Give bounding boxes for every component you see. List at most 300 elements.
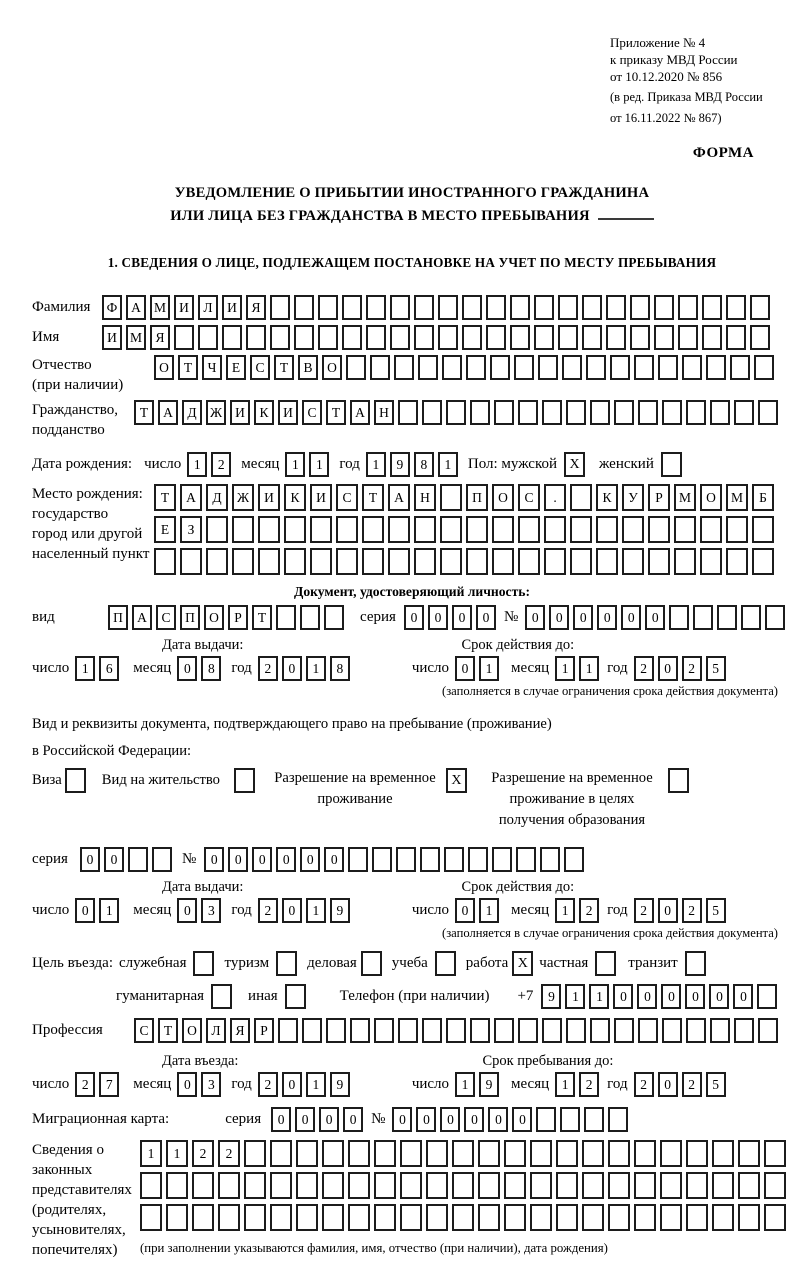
char-cell[interactable]: 0 [658,898,678,923]
char-cell[interactable] [662,400,682,425]
char-cell[interactable]: С [156,605,176,630]
char-cell[interactable]: 1 [455,1072,475,1097]
purpose-business-checkbox[interactable] [361,951,382,976]
char-cell[interactable]: 0 [177,898,197,923]
char-cell[interactable]: 0 [488,1107,508,1132]
char-cell[interactable] [556,1204,578,1231]
char-cell[interactable] [174,325,194,350]
sex-male-checkbox[interactable]: X [564,452,585,477]
char-cell[interactable]: Д [182,400,202,425]
option-residence-permit-checkbox[interactable] [234,768,255,793]
char-cell[interactable] [296,1204,318,1231]
char-cell[interactable]: О [204,605,224,630]
char-cell[interactable] [586,355,606,380]
char-cell[interactable]: Т [252,605,272,630]
char-cell[interactable] [492,847,512,872]
char-cell[interactable] [596,548,618,575]
char-cell[interactable] [180,548,202,575]
char-cell[interactable] [757,984,777,1009]
char-cell[interactable]: Т [326,400,346,425]
char-cell[interactable]: 1 [99,898,119,923]
char-cell[interactable] [370,355,390,380]
char-cell[interactable] [674,548,696,575]
char-cell[interactable]: Я [246,295,266,320]
char-cell[interactable]: 0 [549,605,569,630]
char-cell[interactable] [686,1204,708,1231]
purpose-study-checkbox[interactable] [435,951,456,976]
char-cell[interactable] [222,325,242,350]
char-cell[interactable]: А [158,400,178,425]
char-cell[interactable] [558,295,578,320]
char-cell[interactable] [446,1018,466,1043]
char-cell[interactable] [686,1018,706,1043]
char-cell[interactable] [654,325,674,350]
char-cell[interactable]: Н [374,400,394,425]
char-cell[interactable]: Н [414,484,436,511]
char-cell[interactable] [630,325,650,350]
char-cell[interactable] [710,1018,730,1043]
char-cell[interactable] [446,400,466,425]
char-cell[interactable]: А [350,400,370,425]
char-cell[interactable] [734,1018,754,1043]
char-cell[interactable] [462,325,482,350]
char-cell[interactable] [466,548,488,575]
purpose-private-checkbox[interactable] [595,951,616,976]
char-cell[interactable] [326,1018,346,1043]
char-cell[interactable]: 0 [228,847,248,872]
char-cell[interactable]: 0 [452,605,472,630]
char-cell[interactable] [232,548,254,575]
char-cell[interactable] [300,605,320,630]
char-cell[interactable] [570,548,592,575]
char-cell[interactable] [764,1204,786,1231]
char-cell[interactable]: И [278,400,298,425]
char-cell[interactable] [166,1172,188,1199]
char-cell[interactable] [634,1172,656,1199]
char-cell[interactable]: 0 [658,656,678,681]
char-cell[interactable] [388,516,410,543]
char-cell[interactable] [702,295,722,320]
char-cell[interactable] [444,847,464,872]
char-cell[interactable]: Я [230,1018,250,1043]
char-cell[interactable]: 0 [177,1072,197,1097]
char-cell[interactable]: 1 [187,452,207,477]
char-cell[interactable] [726,325,746,350]
purpose-humanitarian-checkbox[interactable] [211,984,232,1009]
char-cell[interactable]: З [180,516,202,543]
char-cell[interactable] [530,1172,552,1199]
char-cell[interactable]: М [150,295,170,320]
char-cell[interactable]: В [298,355,318,380]
option-visa-checkbox[interactable] [65,768,86,793]
char-cell[interactable] [232,516,254,543]
char-cell[interactable]: П [108,605,128,630]
char-cell[interactable]: О [700,484,722,511]
char-cell[interactable] [322,1172,344,1199]
char-cell[interactable] [374,1204,396,1231]
char-cell[interactable]: 1 [579,656,599,681]
char-cell[interactable]: 2 [634,1072,654,1097]
char-cell[interactable]: П [466,484,488,511]
char-cell[interactable] [730,355,750,380]
char-cell[interactable]: Я [150,325,170,350]
char-cell[interactable]: И [258,484,280,511]
char-cell[interactable] [516,847,536,872]
char-cell[interactable] [686,1172,708,1199]
char-cell[interactable] [560,1107,580,1132]
char-cell[interactable]: 8 [330,656,350,681]
char-cell[interactable]: 0 [428,605,448,630]
char-cell[interactable] [582,1204,604,1231]
char-cell[interactable] [420,847,440,872]
char-cell[interactable] [140,1172,162,1199]
char-cell[interactable]: 0 [733,984,753,1009]
char-cell[interactable] [414,295,434,320]
char-cell[interactable] [710,400,730,425]
char-cell[interactable] [206,548,228,575]
char-cell[interactable] [366,295,386,320]
char-cell[interactable]: 2 [211,452,231,477]
char-cell[interactable]: Т [362,484,384,511]
char-cell[interactable]: 2 [682,898,702,923]
char-cell[interactable] [478,1204,500,1231]
char-cell[interactable] [669,605,689,630]
char-cell[interactable] [294,325,314,350]
char-cell[interactable]: 0 [416,1107,436,1132]
char-cell[interactable]: К [284,484,306,511]
char-cell[interactable]: 0 [252,847,272,872]
char-cell[interactable]: 0 [476,605,496,630]
char-cell[interactable] [198,325,218,350]
char-cell[interactable]: К [254,400,274,425]
char-cell[interactable] [244,1204,266,1231]
char-cell[interactable]: Ж [232,484,254,511]
char-cell[interactable] [270,1172,292,1199]
char-cell[interactable]: 5 [706,898,726,923]
char-cell[interactable] [542,400,562,425]
char-cell[interactable] [294,295,314,320]
char-cell[interactable] [564,847,584,872]
char-cell[interactable]: 0 [282,656,302,681]
char-cell[interactable] [336,516,358,543]
char-cell[interactable]: 0 [300,847,320,872]
char-cell[interactable] [490,355,510,380]
char-cell[interactable]: 0 [621,605,641,630]
char-cell[interactable] [362,516,384,543]
char-cell[interactable]: О [154,355,174,380]
char-cell[interactable] [284,516,306,543]
char-cell[interactable] [350,1018,370,1043]
char-cell[interactable] [682,355,702,380]
char-cell[interactable] [322,1204,344,1231]
char-cell[interactable] [674,516,696,543]
char-cell[interactable]: 1 [285,452,305,477]
char-cell[interactable] [638,1018,658,1043]
char-cell[interactable] [374,1172,396,1199]
char-cell[interactable] [518,400,538,425]
char-cell[interactable] [741,605,761,630]
char-cell[interactable] [438,295,458,320]
char-cell[interactable]: 1 [75,656,95,681]
char-cell[interactable] [462,295,482,320]
char-cell[interactable]: Р [228,605,248,630]
char-cell[interactable] [758,400,778,425]
char-cell[interactable]: М [726,484,748,511]
char-cell[interactable]: 1 [589,984,609,1009]
char-cell[interactable] [452,1204,474,1231]
char-cell[interactable] [544,548,566,575]
char-cell[interactable]: 2 [682,1072,702,1097]
char-cell[interactable]: 1 [438,452,458,477]
char-cell[interactable] [390,325,410,350]
char-cell[interactable]: 0 [645,605,665,630]
char-cell[interactable] [426,1204,448,1231]
char-cell[interactable]: 1 [555,1072,575,1097]
char-cell[interactable]: А [388,484,410,511]
char-cell[interactable] [510,295,530,320]
char-cell[interactable] [614,1018,634,1043]
char-cell[interactable] [660,1204,682,1231]
char-cell[interactable] [362,548,384,575]
char-cell[interactable]: 7 [99,1072,119,1097]
char-cell[interactable] [622,516,644,543]
char-cell[interactable] [418,355,438,380]
char-cell[interactable]: С [336,484,358,511]
char-cell[interactable] [152,847,172,872]
char-cell[interactable] [278,1018,298,1043]
char-cell[interactable] [584,1107,604,1132]
char-cell[interactable] [765,605,785,630]
char-cell[interactable] [398,1018,418,1043]
char-cell[interactable] [582,295,602,320]
char-cell[interactable]: 1 [479,898,499,923]
char-cell[interactable] [514,355,534,380]
char-cell[interactable] [394,355,414,380]
char-cell[interactable]: 0 [177,656,197,681]
char-cell[interactable] [634,1204,656,1231]
char-cell[interactable]: 1 [306,898,326,923]
char-cell[interactable] [414,548,436,575]
char-cell[interactable]: Т [154,484,176,511]
char-cell[interactable] [342,295,362,320]
char-cell[interactable] [270,295,290,320]
char-cell[interactable]: 0 [573,605,593,630]
char-cell[interactable]: 0 [661,984,681,1009]
char-cell[interactable] [706,355,726,380]
char-cell[interactable] [440,516,462,543]
char-cell[interactable]: 0 [637,984,657,1009]
char-cell[interactable] [372,847,392,872]
char-cell[interactable]: 6 [99,656,119,681]
char-cell[interactable] [342,325,362,350]
char-cell[interactable] [414,516,436,543]
char-cell[interactable] [470,1018,490,1043]
char-cell[interactable] [712,1172,734,1199]
char-cell[interactable]: Л [198,295,218,320]
char-cell[interactable] [486,295,506,320]
char-cell[interactable] [582,1172,604,1199]
char-cell[interactable]: 1 [555,656,575,681]
char-cell[interactable] [678,325,698,350]
char-cell[interactable] [540,847,560,872]
char-cell[interactable]: Т [274,355,294,380]
char-cell[interactable] [366,325,386,350]
char-cell[interactable]: 2 [634,656,654,681]
char-cell[interactable]: О [182,1018,202,1043]
char-cell[interactable]: 2 [218,1140,240,1167]
char-cell[interactable]: 0 [512,1107,532,1132]
char-cell[interactable] [648,548,670,575]
char-cell[interactable] [400,1172,422,1199]
char-cell[interactable]: 0 [440,1107,460,1132]
char-cell[interactable] [466,516,488,543]
char-cell[interactable]: 9 [541,984,561,1009]
char-cell[interactable]: 0 [455,656,475,681]
char-cell[interactable]: 0 [525,605,545,630]
char-cell[interactable] [258,548,280,575]
char-cell[interactable]: Ф [102,295,122,320]
char-cell[interactable]: 1 [366,452,386,477]
char-cell[interactable] [390,295,410,320]
char-cell[interactable]: О [492,484,514,511]
char-cell[interactable] [752,548,774,575]
char-cell[interactable] [726,548,748,575]
char-cell[interactable]: 0 [343,1107,363,1132]
char-cell[interactable]: 2 [192,1140,214,1167]
char-cell[interactable] [374,1018,394,1043]
char-cell[interactable] [608,1107,628,1132]
char-cell[interactable] [566,400,586,425]
char-cell[interactable] [662,1018,682,1043]
char-cell[interactable] [544,516,566,543]
char-cell[interactable]: М [126,325,146,350]
char-cell[interactable] [712,1204,734,1231]
char-cell[interactable] [276,605,296,630]
char-cell[interactable] [764,1172,786,1199]
char-cell[interactable]: 1 [306,1072,326,1097]
char-cell[interactable]: 1 [309,452,329,477]
char-cell[interactable] [388,548,410,575]
char-cell[interactable] [660,1172,682,1199]
char-cell[interactable] [258,516,280,543]
char-cell[interactable] [318,295,338,320]
char-cell[interactable]: 2 [634,898,654,923]
char-cell[interactable] [686,400,706,425]
char-cell[interactable] [754,355,774,380]
char-cell[interactable] [442,355,462,380]
purpose-tourism-checkbox[interactable] [276,951,297,976]
char-cell[interactable] [570,516,592,543]
char-cell[interactable]: 0 [204,847,224,872]
char-cell[interactable]: С [518,484,540,511]
char-cell[interactable]: 0 [658,1072,678,1097]
char-cell[interactable]: Е [226,355,246,380]
char-cell[interactable]: И [102,325,122,350]
char-cell[interactable]: 0 [613,984,633,1009]
char-cell[interactable]: А [126,295,146,320]
char-cell[interactable]: И [230,400,250,425]
char-cell[interactable] [494,1018,514,1043]
char-cell[interactable] [440,484,462,511]
char-cell[interactable]: 0 [276,847,296,872]
char-cell[interactable] [422,1018,442,1043]
char-cell[interactable]: М [674,484,696,511]
purpose-official-checkbox[interactable] [193,951,214,976]
char-cell[interactable] [700,516,722,543]
char-cell[interactable]: 0 [75,898,95,923]
char-cell[interactable] [752,516,774,543]
char-cell[interactable] [678,295,698,320]
char-cell[interactable]: С [134,1018,154,1043]
char-cell[interactable] [318,325,338,350]
char-cell[interactable]: 2 [258,898,278,923]
char-cell[interactable] [726,516,748,543]
char-cell[interactable] [562,355,582,380]
char-cell[interactable] [346,355,366,380]
char-cell[interactable] [310,516,332,543]
char-cell[interactable] [608,1204,630,1231]
char-cell[interactable]: 0 [282,898,302,923]
char-cell[interactable] [596,516,618,543]
char-cell[interactable] [738,1204,760,1231]
char-cell[interactable] [658,355,678,380]
char-cell[interactable] [504,1204,526,1231]
char-cell[interactable]: . [544,484,566,511]
char-cell[interactable] [348,1172,370,1199]
char-cell[interactable]: 0 [282,1072,302,1097]
char-cell[interactable]: С [250,355,270,380]
char-cell[interactable]: И [310,484,332,511]
char-cell[interactable]: И [174,295,194,320]
char-cell[interactable]: 0 [319,1107,339,1132]
char-cell[interactable] [566,1018,586,1043]
char-cell[interactable] [468,847,488,872]
char-cell[interactable]: 0 [404,605,424,630]
char-cell[interactable] [582,325,602,350]
char-cell[interactable] [558,325,578,350]
char-cell[interactable] [348,1204,370,1231]
char-cell[interactable] [492,548,514,575]
char-cell[interactable] [608,1172,630,1199]
char-cell[interactable] [750,325,770,350]
char-cell[interactable] [438,325,458,350]
char-cell[interactable] [348,847,368,872]
char-cell[interactable] [638,400,658,425]
char-cell[interactable] [270,325,290,350]
char-cell[interactable]: Т [134,400,154,425]
char-cell[interactable]: 2 [579,898,599,923]
char-cell[interactable]: 0 [685,984,705,1009]
char-cell[interactable] [538,355,558,380]
purpose-work-checkbox[interactable]: X [512,951,533,976]
char-cell[interactable] [534,325,554,350]
char-cell[interactable]: 5 [706,656,726,681]
char-cell[interactable]: 9 [330,1072,350,1097]
char-cell[interactable] [422,400,442,425]
char-cell[interactable]: 0 [455,898,475,923]
char-cell[interactable]: Т [158,1018,178,1043]
char-cell[interactable] [590,400,610,425]
char-cell[interactable]: 9 [330,898,350,923]
char-cell[interactable]: 0 [392,1107,412,1132]
page-number-blank[interactable] [598,206,654,220]
char-cell[interactable] [726,295,746,320]
char-cell[interactable] [492,516,514,543]
char-cell[interactable]: Е [154,516,176,543]
char-cell[interactable]: 1 [306,656,326,681]
char-cell[interactable] [244,1172,266,1199]
char-cell[interactable] [734,400,754,425]
